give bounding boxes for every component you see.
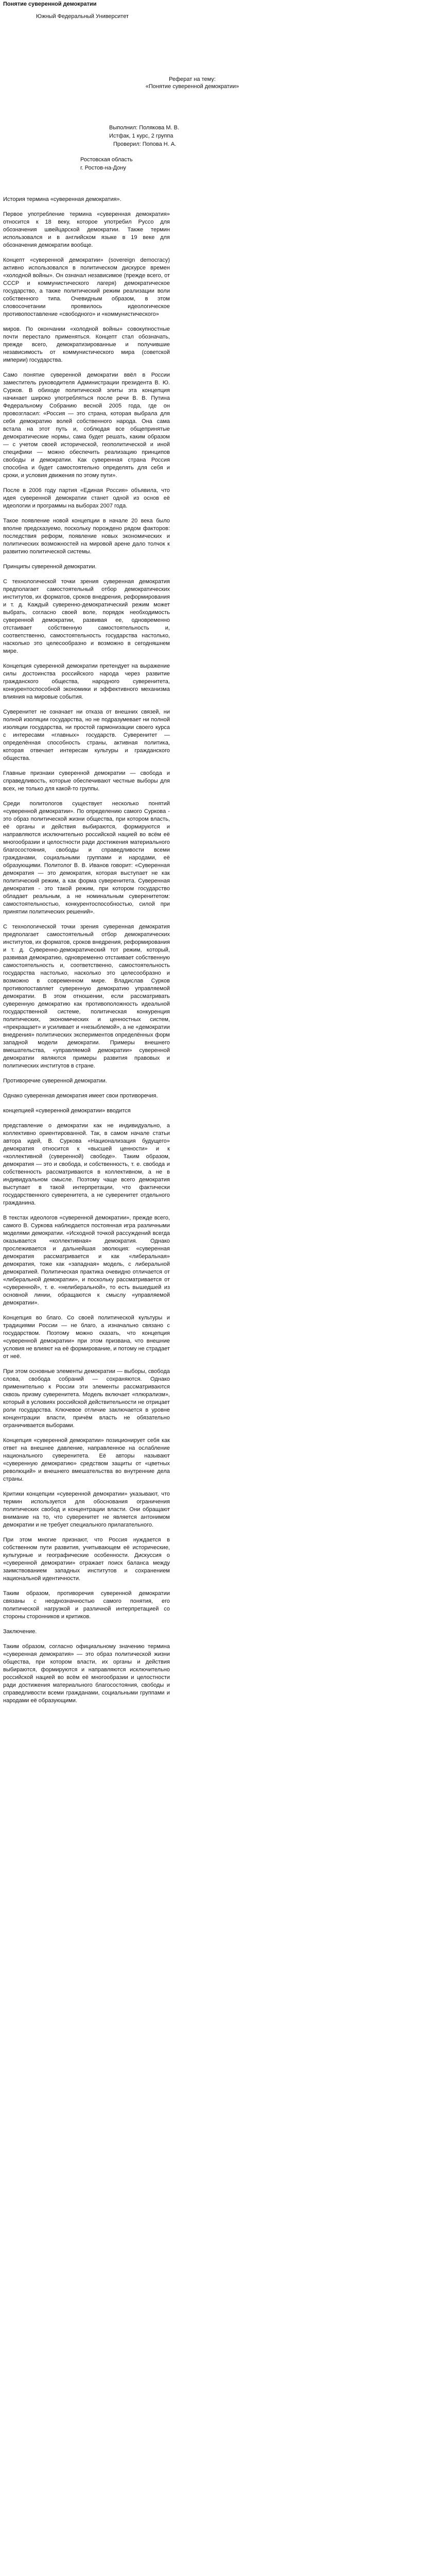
- region-line: Ростовская область: [80, 157, 133, 163]
- paragraph: При этом многие признают, что Россия нуждается в собственном пути развития, учитывающем её исторические, культурные и географические особенности. Дискуссия о «суверенной демократии» отражает поиск баланса между заимствованием западных институтов и сохранением национальной идентичности.: [3, 1537, 170, 1582]
- paragraph: Концепция во благо. Со своей политической культуры и традициями России — не благо, а изначально связано с государством. Поэтому можно сказать, что концепция «суверенной демократии» при этом призвана, что внешние условия не влияют на её формирование, и потому не страдает от неё.: [3, 1315, 170, 1360]
- paragraph: Концепция суверенной демократии претендует на выражение силы достоинства российского народа через развитие гражданского общества, народного суверенитета, конкурентоспособной экономики и эффективного механизма влияния на мировые события.: [3, 663, 170, 700]
- section-heading: Противоречие суверенной демократии.: [3, 1078, 107, 1084]
- essay-body: [3, 196, 170, 1712]
- paragraph: После в 2006 году партия «Единая Россия» объявила, что идея суверенной демократии станет одной из основ её идеологии и программы на выборах 2007 года.: [3, 487, 170, 509]
- paragraph: С технологической точки зрения суверенная демократия предполагает самостоятельный отбор демократических институтов, их форматов, сроков внедрения, реформирования и т. д. Каждый суверенно-демократический режим может выбрать, согласно своей воле, порядок необходимость суверенной демократии, развивая ее, одновременно отстаивает собственную самостоятельность и, соответственно, самостоятельность государства настолько, насколько это целесообразно и возможно в сегодняшнем мире.: [3, 579, 170, 654]
- paragraph: Главные признаки суверенной демократии — свобода и справедливость, которые обеспечивают честные выборы для всех, не только для какой-то группы.: [3, 770, 170, 792]
- city-line: г. Ростов-на-Дону: [80, 165, 126, 171]
- paragraph: Критики концепции «суверенной демократии» указывают, что термин используется для обоснования ограничения политических свобод и концентрации власти. Они обращают внимание на то, что суверенитет не является антонимом демократии и не требует специального прилагательного.: [3, 1491, 170, 1528]
- paragraph: Таким образом, противоречия суверенной демократии связаны с неоднозначностью самого понятия, его политической нагрузкой и различной интерпретацией со стороны сторонников и критиков.: [3, 1590, 170, 1620]
- paragraph: Концепт «суверенной демократии» (sovereign democracy) активно использовался в политическом дискурсе времен «холодной войны». Он означал независимое (прежде всего, от СССР и коммунистического лагеря) демократическое государство, а также политический режим реализации воли собственного типа. Очевидным образом, в этом словосочетании проявилось идеологическое противопоставление «свободного» и «коммунистического»: [3, 257, 170, 317]
- paragraph: При этом основные элементы демократии — выборы, свобода слова, свобода собраний — сохраняются. Однако применительно к России эти элементы рассматриваются сквозь призму суверенитета. Модель включает «плюрализм», который в условиях российской действительности не отрицает роли государства. Ключевое отличие заключается в уровне концентрации власти, причём власть не обязательно ограничивается выборами.: [3, 1368, 170, 1429]
- group-line: Истфак, 1 курс, 2 группа: [109, 133, 173, 139]
- paragraph: Такое появление новой концепции в начале 20 века было вполне предсказуемо, поскольку порождено рядом факторов: последствия реформ, появление новых экономических и политических возможностей на мировой арене дало толчок к развитию политической системы.: [3, 518, 170, 555]
- paragraph: Таким образом, согласно официальному значению термина «суверенная демократия» — это образ политической жизни общества, при котором власти, их органы и действия выбираются, формируются и направляются исключительно российской нацией во всём её многообразии и целостности ради достижения материального благосостояния, свободы и справедливости всеми гражданами, социальными группами и народами её образующими.: [3, 1643, 170, 1704]
- paragraph: миров. По окончании «холодной войны» совокупностные почти перестало применяться. Концепт стал обозначать, прежде всего, демократизированные и получившие независимость от коммунистического мира (советской империи) государства.: [3, 326, 170, 363]
- referat-label: Реферат на тему:: [169, 76, 216, 82]
- paragraph: Первое употребление термина «суверенная демократия» относится к 18 веку, которое употребил Руссо для обозначения швейцарской демократии. Также термин использовался и в английском языке в 19 веке для обозначения демократии вообще.: [3, 211, 170, 248]
- section-heading: История термина «суверенная демократия».: [3, 196, 121, 202]
- page-title: Понятие суверенной демократии: [3, 1, 97, 7]
- paragraph: Среди политологов существует несколько понятий «суверенной демократии». По определению самого Суркова - это образ политической жизни общества, при котором власть, её органы и действия выбираются, формируются и направляются исключительно российской нацией во всём её многообразии и целостности ради достижения материального благосостояния, свободы и справедливости всеми гражданами, социальными группами и народами, её образующими. Политолог В. В. Иванов говорит: «Суверенная демократия — это демократия, которая выступает не как политический режим, а как форма суверенитета. Суверенная демократия - это такой режим, при котором государство обладает реальным, а не номинальным суверенитетом: самостоятельностью, конкурентоспособностью, силой при принятии политических решений».: [3, 801, 170, 915]
- university-name: Южный Федеральный Университет: [36, 13, 129, 20]
- paragraph: Суверенитет не означает ни отказа от внешних связей, ни полной изоляции государства, но не подразумевает ни полной изоляции государства, ни простой гармонизации своего курса с интересами «главных» государств. Суверенитет — определённая способность страны, активная политика, которая отвечает интересам культуры и гражданского общества.: [3, 709, 170, 761]
- author-line: Выполнил: Полякова М. В.: [109, 125, 180, 131]
- paragraph: Однако суверенная демократия имеет свои противоречия.: [3, 1093, 158, 1099]
- section-heading: Заключение.: [3, 1629, 37, 1635]
- paragraph: В текстах идеологов «суверенной демократии», прежде всего, самого В. Суркова наблюдается постоянная игра различными моделями демократии. «Исходной точкой рассуждений всегда оказывается «коллективная» демократия. Однако прослеживается и дальнейшая эволюция: «суверенная демократия рассматривается и как «либеральная» демократия, тоже как «западная» модель, с либеральной демократией. Политическая практика очевидно отличается от «либеральной демократии», и поскольку рассматривается от «суверенной», т. е. «нелиберальной», то есть вышедшей из основной линии, обращаются к смыслу «управляемой демократии».: [3, 1215, 170, 1306]
- paragraph: концепцией «суверенной демократии» вводится: [3, 1108, 131, 1114]
- checker-line: Проверил: Попова Н. А.: [113, 141, 177, 147]
- paragraph: Само понятие суверенной демократии ввёл в России заместитель руководителя Администрации президента В. Ю. Сурков. В обиходе политической элиты эта концепция начинает широко употребляться после речи В. В. Путина Федеральному Собранию весной 2005 года, где он провозгласил: «Россия — это страна, которая выбрала для себя демократию волей собственного народа. Она сама встала на этот путь и, соблюдая все общепринятые демократические нормы, сама будет решать, каким образом — с учетом своей исторической, геополитической и иной специфики — можно обеспечить реализацию принципов свободы и демократии. Как суверенная страна Россия способна и будет самостоятельно определять для себя и сроки, и условия движения по этому пути».: [3, 372, 170, 479]
- section-heading: Принципы суверенной демократии.: [3, 564, 97, 570]
- paragraph: С технологической точки зрения суверенная демократия предполагает самостоятельный отбор демократических институтов, их форматов, сроков внедрения, реформирования и т. д. Суверенно-демократический тот режим, который, развивая демократию, одновременно отстаивает собственную самостоятельность и, соответственно, самостоятельность государства настолько, насколько это целесообразно и возможно в современном мире. Владислав Сурков противопоставляет суверенную демократию управляемой демократии. В этом отношении, если рассматривать суверенную демократию как противоположность идеальной государственной системе, политическая конкуренция политических, экономических и ценностных систем, «прекращает» и усиливает и «незыблемой», а не «демократии внедрения» политических экспериментов определённых форм западной модели демократии. Примеры внешнего вмешательства, «управляемой демократии» суверенной демократии являются примеры развития правовых и политических институтов в стране.: [3, 924, 170, 1069]
- paragraph: Концепция «суверенной демократии» позиционирует себя как ответ на внешнее давление, направленное на ослабление национального суверенитета. Её авторы называют «суверенную демократию» средством защиты от «цветных революций» и внешнего вмешательства во внутренние дела страны.: [3, 1437, 170, 1482]
- paragraph: представление о демократии как не индивидуально, а коллективно ориентированной. Так, в самом начале статьи автора идей, В. Суркова «Национализация будущего» демократия относится к «высшей ценности» и к «коллективной (суверенной) свободе». Таким образом, демократия — это и свобода, и собственность, т. е. свобода и собственность рассматриваются в коллективном, а не в индивидуальном смысле. Поэтому чаще всего демократия выступает в такой интерпретации, что фактически государственного суверенитета, а не суверенитет отдельного гражданина.: [3, 1123, 170, 1206]
- referat-topic: «Понятие суверенной демократии»: [145, 83, 239, 90]
